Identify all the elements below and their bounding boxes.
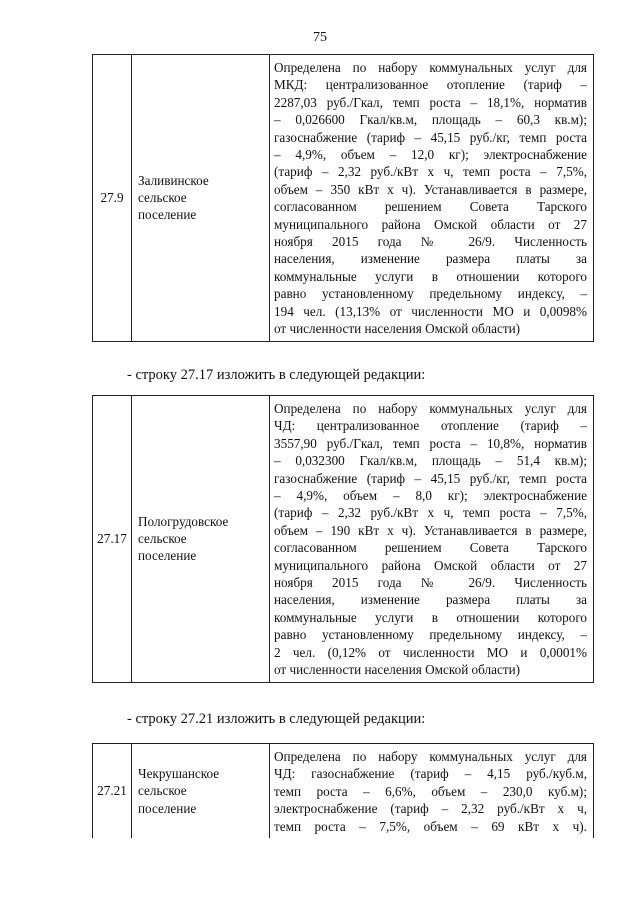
row-number: 27.21: [93, 744, 132, 839]
description-line: ЧД: газоснабжение (тариф – 4,15 руб./куб.м,: [274, 766, 587, 782]
description-line: (тариф – 2,32 руб./кВт х ч, темп роста – 7,5%,: [274, 505, 587, 521]
settlement-name-line: поселение: [138, 800, 197, 816]
settlement-name-line: Пологрудовское: [138, 513, 229, 529]
description-line: (тариф – 2,32 руб./кВт х ч, темп роста – 7,5%,: [274, 164, 587, 180]
description-line: согласованном решением Совета Тарского: [274, 199, 587, 215]
description-line: Определена по набору коммунальных услуг для: [274, 401, 587, 416]
description-line: объем – 350 кВт х ч). Устанавливается в размере,: [274, 181, 587, 197]
description-line: 2 чел. (0,12% от численности МО и 0,0001%: [274, 644, 587, 660]
description-line: коммунальные услуги в отношении которого: [274, 609, 587, 625]
description-line: 3557,90 руб./Гкал, темп роста – 10,8%, норматив: [274, 435, 587, 451]
description-line: согласованном решением Совета Тарского: [274, 540, 587, 556]
description-line: ноября 2015 года № 26/9. Численность: [274, 575, 587, 591]
description-line: 194 чел. (13,13% от численности МО и 0,0098%: [274, 303, 587, 319]
settlement-name-line: сельское: [138, 783, 187, 799]
settlement-name: [132, 744, 270, 839]
settlement-name: [132, 396, 270, 683]
description-line: от численности населения Омской области): [274, 662, 521, 678]
description-line: – 4,9%, объем – 8,0 кг); электроснабжение: [274, 488, 587, 504]
description-line: газоснабжение (тариф – 45,15 руб./кг, темп роста: [274, 470, 587, 486]
description-line: Определена по набору коммунальных услуг для: [274, 749, 587, 764]
table-row: [93, 55, 594, 342]
description-line: – 0,032300 Гкал/кв.м, площадь – 51,4 кв.м);: [274, 453, 587, 469]
settlement-name-line: сельское: [138, 531, 187, 547]
row-number: 27.17: [93, 396, 132, 683]
description-line: равно установленному предельному индексу, –: [274, 286, 587, 302]
row-description: [270, 396, 594, 683]
description-line: равно установленному предельному индексу, –: [274, 627, 587, 643]
table-row-27-17: [92, 395, 594, 683]
settlement-name-line: поселение: [138, 207, 197, 223]
description-line: ноября 2015 года № 26/9. Численность: [274, 234, 587, 250]
description-line: ЧД: централизованное отопление (тариф –: [274, 418, 587, 434]
settlement-name-line: поселение: [138, 548, 197, 564]
table-row: [93, 744, 594, 839]
description-line: Определена по набору коммунальных услуг для: [274, 60, 587, 75]
description-line: темп роста – 6,6%, объем – 230,0 куб.м);: [274, 783, 587, 799]
settlement-name-line: сельское: [138, 190, 187, 206]
description-line: населения, изменение размера платы за: [274, 251, 587, 267]
row-number: 27.9: [93, 55, 132, 342]
page-number: 75: [313, 30, 327, 45]
row-description: [270, 744, 594, 839]
settlement-name-line: Чекрушанское: [138, 765, 220, 781]
description-line: темп роста – 7,5%, объем – 69 кВт х ч).: [274, 818, 587, 834]
description-line: – 4,9%, объем – 12,0 кг); электроснабжение: [274, 147, 587, 163]
table-row: [93, 396, 594, 683]
instruction-text: - строку 27.21 изложить в следующей редакции:: [127, 711, 426, 727]
description-line: муниципального района Омской области от 27: [274, 557, 587, 573]
description-line: 2287,03 руб./Гкал, темп роста – 18,1%, норматив: [274, 94, 587, 110]
description-line: населения, изменение размера платы за: [274, 592, 587, 608]
description-line: коммунальные услуги в отношении которого: [274, 268, 587, 284]
row-description: [270, 55, 594, 342]
settlement-name: [132, 55, 270, 342]
description-line: газоснабжение (тариф – 45,15 руб./кг, темп роста: [274, 129, 587, 145]
description-line: муниципального района Омской области от 27: [274, 216, 587, 232]
description-line: – 0,026600 Гкал/кв.м, площадь – 60,3 кв.м);: [274, 112, 587, 128]
table-row-27-21: [92, 743, 594, 838]
instruction-text: - строку 27.17 изложить в следующей редакции:: [127, 367, 426, 383]
description-line: МКД: централизованное отопление (тариф –: [274, 77, 587, 93]
table-row-27-9: [92, 54, 594, 342]
settlement-name-line: Заливинское: [138, 172, 209, 188]
description-line: от численности населения Омской области): [274, 321, 521, 337]
description-line: электроснабжение (тариф – 2,32 руб./кВт х ч,: [274, 801, 587, 817]
description-line: объем – 190 кВт х ч). Устанавливается в размере,: [274, 522, 587, 538]
